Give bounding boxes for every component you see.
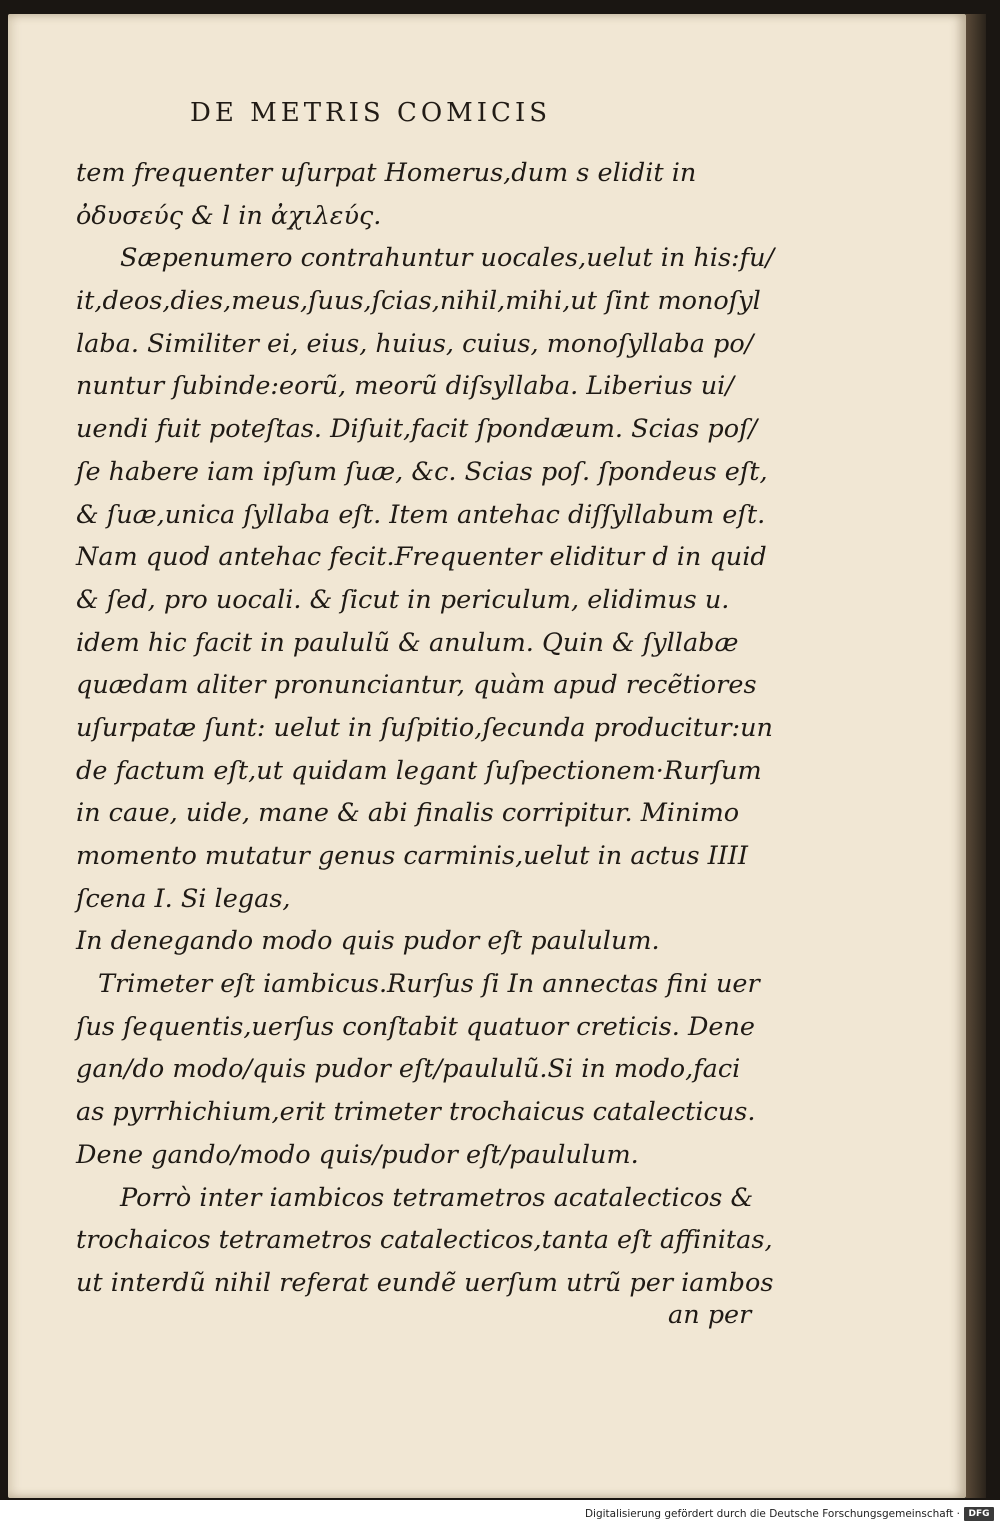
text-line: Sæpenumero contrahuntur uocales,uelut in his:fu/ xyxy=(120,243,775,274)
text-line: trochaicos tetrametros catalecticos,tanta eſt affinitas, xyxy=(76,1225,773,1256)
catchword: an per xyxy=(668,1300,752,1330)
dfg-logo-icon: DFG xyxy=(964,1507,994,1521)
text-line: & ſed, pro uocali. & ſicut in periculum, elidimus u. xyxy=(76,584,730,615)
text-line: it,deos,dies,meus,ſuus,ſcias,nihil,mihi,ut ſint monoſyl xyxy=(76,286,761,317)
text-line: ὀδυσεύς & l in ἀχιλεύς. xyxy=(76,200,382,231)
text-line: ſe habere iam ipſum ſuæ, &c. Scias poſ. ſpondeus eſt, xyxy=(76,456,768,487)
text-line: ſus ſequentis,uerſus conſtabit quatuor creticis. Dene xyxy=(76,1011,755,1042)
text-line: nuntur ſubinde:eorũ, meorũ diſsyllaba. Liberius ui/ xyxy=(76,371,734,402)
text-line: ſcena I. Si legas, xyxy=(76,883,291,914)
text-line: gan/do modo/quis pudor eſt/paululũ.Si in modo,faci xyxy=(76,1054,741,1085)
text-line: uſurpatæ ſunt: uelut in ſuſpitio,ſecunda producitur:un xyxy=(76,712,773,743)
text-line: momento mutatur genus carminis,uelut in actus IIII xyxy=(76,841,748,871)
text-line: Trimeter eſt iambicus.Rurſus ſi In annectas fini uer xyxy=(98,969,760,1000)
text-line: ut interdũ nihil referat eundẽ uerſum utrũ per iambos xyxy=(76,1267,774,1298)
text-line: quædam aliter pronunciantur, quàm apud recẽtiores xyxy=(76,670,757,701)
text-line: laba. Similiter ei, eius, huius, cuius, monoſyllaba po/ xyxy=(76,328,754,359)
funding-credit: Digitalisierung gefördert durch die Deutsche Forschungsgemeinschaft · xyxy=(584,1508,960,1520)
text-line: de factum eſt,ut quidam legant ſuſpectionem·Rurſum xyxy=(76,755,762,786)
text-line: Nam quod antehac fecit.Frequenter eliditur d in quid xyxy=(76,542,767,573)
running-title: DE METRIS COMICIS xyxy=(190,98,552,128)
text-line: uendi fuit poteſtas. Diſuit,facit ſpondæum. Scias poſ/ xyxy=(76,414,758,445)
text-line: as pyrrhichium,erit trimeter trochaicus catalecticus. xyxy=(76,1097,756,1128)
body-text xyxy=(76,152,776,1305)
text-line: In denegando modo quis pudor eſt paululum. xyxy=(76,926,660,957)
page-edge xyxy=(966,14,986,1498)
text-line: & ſuæ,unica ſyllaba eſt. Item antehac diſſyllabum eſt. xyxy=(76,499,766,530)
text-line: idem hic facit in paululũ & anulum. Quin & ſyllabæ xyxy=(76,627,739,658)
text-line: Dene gando/modo quis/pudor eſt/paululum. xyxy=(76,1139,639,1170)
text-line: in caue, uide, mane & abi finalis corripitur. Minimo xyxy=(76,798,740,829)
text-line: tem frequenter uſurpat Homerus,dum s elidit in xyxy=(76,158,697,188)
text-line: Porrò inter iambicos tetrametros acatalecticos & xyxy=(120,1182,754,1213)
footer-bar xyxy=(0,1504,1000,1526)
